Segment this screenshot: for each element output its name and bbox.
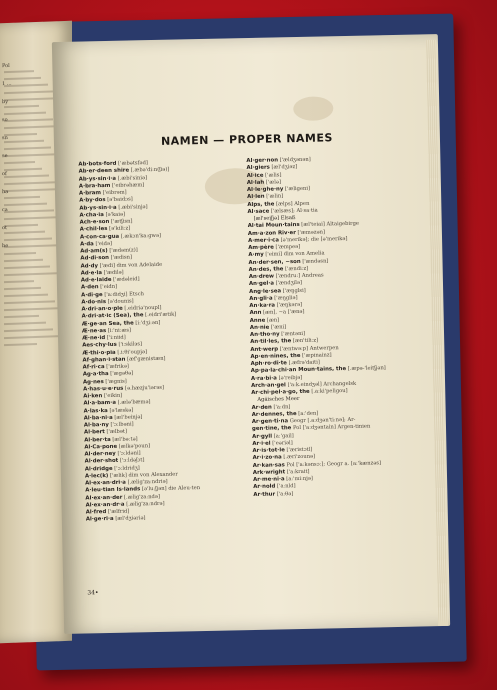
left-page-text-fragment: by — [2, 98, 9, 106]
entry-pronunciation: ['iːskilэs] — [118, 341, 143, 349]
entry-pronunciation: [ə'merikə]; die [ə'merikə] — [280, 235, 348, 244]
entry-headword: An·gel·a — [248, 280, 275, 288]
left-page-line — [4, 307, 62, 311]
entry-pronunciation: ['ɔːldəʃɔt] — [119, 457, 145, 465]
entry-pronunciation: ['æŋglsi] — [282, 287, 306, 294]
entry-pronunciation: [æn'tiliːz] — [292, 337, 319, 345]
entry-pronunciation: [.aːki'peligou] — [311, 387, 348, 395]
entry-headword: Ag·nes — [82, 378, 104, 386]
left-page-text-fragment: ot — [2, 225, 8, 232]
entry-pronunciation: ['æni] — [270, 324, 287, 331]
entry-headword: Ang·le·sea — [249, 287, 282, 295]
entry-headword: A·bra·ham — [78, 182, 111, 190]
entry-pronunciation: [.ælig'zaːndriə] — [127, 478, 168, 486]
entry-pronunciation: ['æpinainz] — [302, 352, 332, 359]
entry-pronunciation: ['æntəni] — [281, 330, 306, 338]
entry-pronunciation: ['æfrikə] — [106, 363, 129, 371]
entry-pronunciation: [.ælig'zaːndrə] — [126, 500, 165, 508]
page-number: 34• — [87, 589, 99, 597]
entry-pronunciation: ['aːk.eindʒəl] Archangelsk — [287, 380, 357, 388]
entry-headword: Ab·er·deen shire — [78, 167, 130, 175]
entry-headword: Al·fred — [85, 509, 107, 516]
entry-headword: An·gli·a — [249, 295, 273, 302]
entry-headword: A·leu·tian Is·lands — [85, 486, 141, 494]
entry-pronunciation: ['eidn] — [100, 284, 118, 291]
entry-headword: Ad·dy — [80, 262, 99, 270]
entry-pronunciation: ['ælbət] — [106, 428, 128, 436]
entry-pronunciation: ['ædəleid] — [113, 276, 140, 283]
entry-pronunciation: [ə'luːʃjən] die Aleu-ten — [141, 485, 201, 493]
entry-headword: Al·dridge — [84, 465, 113, 473]
entry-continuation: Ägäisches Meer — [257, 396, 300, 404]
entry-pronunciation: [ə'kaiə] — [105, 211, 126, 218]
entry-headword: Al·ba·ny — [83, 421, 109, 429]
entry-pronunciation: [.æfrə'daiti] — [288, 359, 320, 367]
entry-headword: Ar·me·ni·a — [252, 476, 285, 483]
entry-headword: Al·ba·ni·a — [83, 414, 113, 422]
left-page-text-fragment: se — [2, 152, 8, 160]
entry-headword: Ai·ken — [83, 393, 103, 400]
entry-headword: Al·Ca·pone — [84, 443, 118, 451]
entry-headword: Al·ice — [246, 172, 264, 179]
entry-pronunciation: ['ælfrid] — [107, 508, 130, 516]
entry-pronunciation: [æn], ~a ['ænə] — [263, 309, 305, 316]
entry-pronunciation: [ælps] Alpen — [275, 200, 310, 207]
left-page-line — [4, 335, 60, 339]
entry-headword: Ar·thur — [253, 491, 276, 498]
entry-pronunciation: [æl'bəːtə] — [112, 435, 138, 443]
entry-headword: A·las·ka — [83, 407, 108, 415]
entry-pronunciation: ['ælik] dim von Alexander — [109, 471, 178, 479]
entry-headword: A·con·ca·gua — [79, 233, 120, 241]
entry-headword: Ap·pa·la·chi·an Moun·tains, the — [250, 366, 347, 375]
entry-headword: Al·tai Moun·tains — [247, 222, 300, 230]
left-page-text-fragment: sn — [2, 134, 8, 142]
left-page-text-fragment: Pol — [2, 62, 10, 70]
entry-pronunciation: ['æligeni] — [284, 185, 311, 193]
left-page-line — [4, 181, 56, 185]
entry-pronunciation: ['ændʒilə] — [275, 280, 303, 287]
left-page-line — [4, 315, 39, 318]
entry-pronunciation: ['ætʃisn] — [110, 218, 133, 225]
entry-headword: Am·a·zon Riv·er — [247, 229, 296, 237]
entry-headword: An·des, the — [248, 266, 284, 273]
entry-pronunciation: ['ædisn] — [110, 254, 133, 262]
entry-pronunciation: ['aːθə] — [276, 490, 294, 497]
entry-headword: An·nie — [249, 324, 270, 331]
entry-pronunciation: ['ɔːldəni] — [117, 450, 141, 457]
entry-pronunciation: [.eidriə'noupl] — [124, 304, 162, 312]
left-page-text-fragment: of — [2, 171, 7, 178]
entry-pronunciation: [.ælig'zaːndə] — [123, 493, 161, 501]
entry-pronunciation: ['ændiːz] — [285, 265, 309, 273]
entry-pronunciation: [æl'dʒiəriə] — [115, 515, 146, 523]
entry-headword: Ar·nold — [253, 483, 276, 491]
entry-pronunciation: [ə'læskə] — [109, 406, 134, 414]
entry-headword: Al·lah — [246, 179, 265, 186]
entry-pronunciation: ['aːdidʒi] Etsch — [104, 290, 144, 298]
entry-pronunciation: ['eibrəm] — [102, 189, 127, 197]
left-page-line — [4, 146, 51, 150]
entry-pronunciation: ['æŋgliə] — [274, 294, 298, 302]
entries-column-right — [246, 155, 413, 499]
entry-headword: Al·ex·an·der — [85, 494, 123, 502]
entry-pronunciation: [.æbi'siniə] — [117, 174, 148, 182]
entry-pronunciation: ['æbətsfəd] — [118, 160, 148, 167]
entry-headword: Ann — [249, 310, 262, 317]
entry-headword: A·da — [80, 241, 94, 248]
entry-pronunciation: ['ædilə] — [103, 269, 124, 276]
entry-pronunciation: ['ædəm(z)] — [109, 247, 138, 254]
entry-headword: Ar·i·el — [252, 440, 271, 447]
entry-headword: A·dri·an·o·ple — [81, 305, 123, 313]
entry-pronunciation: ['ælsæs]; Al·sa·tia — [270, 207, 318, 215]
entry-pronunciation: ['ælis] — [265, 171, 282, 179]
entry-headword: Ab·ys·sin·i·a — [78, 175, 117, 183]
left-page-text-fragment: ha — [2, 188, 9, 196]
entry-headword: Æ·ge·an Sea, the — [81, 319, 134, 328]
entry-pronunciation: [.ækɔn'kaːgwə] — [120, 232, 162, 240]
entry-headword: Aes·chy·lus — [82, 342, 117, 349]
entry-pronunciation: [iː'niːæs] — [107, 327, 132, 334]
entry-headword: A·dri·at·ic (Sea), the — [81, 312, 144, 320]
entry-pronunciation: ['æristɔtl] — [286, 446, 313, 454]
entries-column-left — [78, 158, 246, 524]
left-page-text-fragment: so — [2, 116, 8, 124]
entry-headword: Al·ge·ri·a — [85, 516, 114, 523]
entry-continuation: [æl'seiʃjə] Elsaß — [253, 215, 296, 222]
entry-pronunciation: [ælkə'poun] — [118, 442, 151, 450]
entry-headword: Anne — [249, 317, 266, 324]
entry-headword: Af·ghan·i·stan — [82, 356, 126, 364]
left-page-line — [4, 216, 61, 220]
entry-headword: Al·ger·non — [246, 157, 279, 165]
entry-headword: Al·der·shot — [84, 458, 119, 465]
entry-pronunciation: [ə.hæzju'iərəs] — [124, 384, 165, 392]
entry-pronunciation: [æl'dʒiəz] — [271, 164, 298, 171]
entry-pronunciation: ['ændruː] Andreas — [275, 272, 324, 280]
left-page-line — [4, 294, 48, 298]
entry-headword: Al·giers — [246, 164, 270, 172]
entry-pronunciation: [ə'dounis] — [107, 298, 134, 305]
entry-headword: A·do·nis — [81, 298, 107, 306]
left-page-line — [4, 70, 34, 73]
left-page-line — [4, 175, 49, 179]
entry-pronunciation: ['ægəθə] — [110, 370, 134, 378]
left-page-line — [4, 287, 41, 290]
page-title: NAMEN — PROPER NAMES — [160, 131, 333, 148]
entry-headword: Ad·e·la — [80, 269, 103, 277]
entry-headword: Am·père — [248, 244, 274, 252]
right-page — [52, 34, 450, 634]
entry-pronunciation: [aː'miːnjə] — [286, 475, 314, 483]
entry-headword: Ar·kan·sas — [252, 461, 285, 469]
left-page-line — [4, 105, 39, 108]
entry-headword: Ar·dennes, the — [251, 410, 297, 418]
left-page-text-fragment: ca — [2, 206, 8, 214]
entry-pronunciation: ['aːdn] — [273, 403, 291, 411]
entry-headword: Al·bert — [83, 429, 105, 436]
entry-headword: A·den — [80, 284, 99, 291]
entry-headword: Al·ber·ta — [84, 436, 111, 444]
entry-headword: Ant·werp — [250, 345, 279, 353]
entry-headword: Arch·an·gel — [251, 382, 286, 389]
entry-pronunciation: ['eibrəhæm] — [111, 181, 145, 189]
left-page-line — [4, 231, 45, 234]
entry-pronunciation: [æl'beinjə] — [114, 414, 143, 421]
entry-pronunciation: [.æbi'sinjə] — [118, 203, 148, 211]
entry-pronunciation: [ə'reibjə] — [278, 374, 303, 381]
left-page-line — [4, 259, 43, 262]
left-page-text-fragment: 1 ... — [2, 80, 12, 88]
entry-headword: An·tho·ny — [249, 331, 280, 339]
left-page-line — [4, 161, 35, 164]
entry-pronunciation: [.ælə'bæmə] — [117, 399, 151, 407]
entry-pronunciation: ['ɔːldridʒ] — [114, 464, 140, 472]
left-page-line — [4, 90, 55, 94]
entry-pronunciation: [.eidri'ætik] — [145, 311, 177, 319]
entry-headword: Æ·ne·id — [81, 335, 106, 342]
entry-pronunciation: ['eimi] dim von Amelia — [265, 250, 325, 258]
entry-pronunciation: [.æri'zounə] — [283, 453, 316, 461]
entry-pronunciation: [.æpə-'leitʃjən] — [347, 365, 386, 373]
entry-headword: Ab·ys·sin·i·a — [79, 204, 117, 212]
entry-headword: Al·der·ney — [84, 450, 116, 458]
entry-headword: Ar·i·zo·na — [252, 454, 282, 462]
entry-headword: An·drew — [248, 273, 275, 281]
entry-pronunciation: ['æməzən] — [297, 228, 326, 236]
entry-headword: Æ·ne·as — [81, 327, 107, 335]
entry-headword: Ab·bots·ford — [78, 160, 117, 168]
entry-pronunciation: ['æŋkərə] — [276, 301, 303, 309]
entry-pronunciation: ['ædi] dim von Adelaide — [99, 261, 163, 269]
left-page-line — [4, 252, 36, 255]
entry-headword: Af·ri·ca — [82, 364, 105, 371]
entry-headword: Ap·en·nines, the — [250, 352, 301, 360]
entry-headword: Al·ex·an·dr·a — [85, 501, 125, 509]
entry-pronunciation: ['ældʒənən] — [279, 156, 311, 164]
entry-headword: A·mer·i·ca — [247, 237, 280, 244]
entry-headword: Alps, the — [247, 200, 275, 208]
left-page-line — [4, 140, 44, 143]
entry-headword: Ad·di·son — [80, 255, 110, 262]
entry-pronunciation: ['aːnld] — [276, 483, 296, 490]
entry-headword: A·my — [248, 251, 264, 259]
entry-headword: Al·ex·an·dri·a — [85, 479, 126, 487]
left-page-text-fragment: be — [2, 242, 9, 250]
left-page-line — [4, 196, 40, 199]
left-page-line — [4, 112, 46, 115]
entry-headword: Al·len — [247, 193, 265, 201]
left-page-line — [4, 322, 46, 325]
entry-headword: Ach·e·son — [79, 218, 110, 226]
entry-pronunciation: ['ælin] — [266, 193, 284, 200]
entry-headword: A·chil·les — [79, 226, 108, 233]
entry-headword: Ar·gen·ti·na — [251, 418, 289, 426]
entry-pronunciation: [æf'gænistæn] — [127, 355, 166, 363]
entry-pronunciation: Geogr [.aːdʒən'tiːnə]; Ar- — [289, 416, 356, 425]
left-page-line — [4, 125, 60, 129]
entry-headword: A·bram — [78, 190, 102, 197]
entry-pronunciation: [aː'den] — [298, 410, 319, 417]
entry-headword: Ad·am(s) — [80, 247, 108, 255]
left-page-line — [4, 300, 55, 304]
page-stain — [293, 96, 333, 121]
entry-pronunciation: [ə'baidɔs] — [107, 196, 133, 204]
entry-headword: Ar·den — [251, 404, 272, 411]
entry-pronunciation: ['eəriəl] — [272, 439, 293, 447]
entry-pronunciation: [aː'gail] — [273, 432, 294, 440]
entry-headword: Al·le·ghe·ny — [246, 186, 284, 194]
entry-pronunciation: ['æntwəːp] Antwerpen — [279, 344, 339, 352]
entry-pronunciation: ['eidə] — [95, 240, 113, 247]
entry-headword: An·til·les, the — [250, 338, 292, 346]
entry-pronunciation: ['iːniid] — [106, 334, 126, 342]
entry-headword: A·cha·ia — [79, 211, 104, 219]
left-page-line — [4, 266, 50, 270]
entry-pronunciation: [.iːθi'oupjə] — [117, 348, 148, 356]
left-page-line — [4, 343, 37, 346]
entry-headword: A·by·dos — [79, 197, 106, 204]
entry-headword: A·has·u·e·rus — [83, 385, 124, 393]
left-page-line — [4, 272, 57, 276]
entry-headword: Ark·wright — [252, 469, 286, 476]
entry-headword: Ad·e·laide — [80, 276, 112, 284]
entry-pronunciation: ['æmpeə] — [275, 243, 301, 251]
entry-pronunciation: ['ælə] — [265, 179, 282, 186]
entry-pronunciation: [æn] — [266, 316, 280, 324]
entry-headword: Ar·is·tot·le — [252, 447, 285, 454]
entry-pronunciation: [iː'dʒiːən] — [135, 319, 161, 326]
entry-headword: An·ka·ra — [249, 302, 276, 310]
entry-pronunciation: [.æbə'diːn(ʃiə)] — [130, 166, 170, 174]
entry-pronunciation: ['eikin] — [103, 392, 123, 400]
left-page-line — [4, 237, 52, 241]
entry-pronunciation: ['aːkrait] — [286, 468, 310, 476]
entry-headword: An·der·sen, ~son — [248, 258, 301, 266]
entry-headword: A·di·ge — [81, 291, 103, 299]
entry-headword: gen·tine, the — [251, 425, 292, 433]
entry-headword: Aph·ro·di·te — [250, 360, 288, 368]
entry-headword: A·lec(k) — [84, 472, 109, 480]
left-page-line — [4, 280, 34, 283]
entry-pronunciation: Pol ['aːdʒəntain] Argen-tinien — [292, 423, 371, 432]
entry-headword: Al·sace — [247, 208, 270, 215]
entry-pronunciation: ['ɔːlbəni] — [110, 421, 134, 428]
entry-pronunciation: Pol ['aːkənsɔː]; Geogr a. [aː'kænzəs] — [286, 459, 382, 468]
entry-pronunciation: [æl'teiai] Altaigebirge — [301, 220, 360, 229]
entry-pronunciation: ['ændəsn] — [302, 257, 329, 265]
entry-pronunciation: [ə'kiliːz] — [109, 225, 131, 233]
entry-headword: A·ra·bi·a — [250, 374, 277, 382]
entry-headword: Al·a·bam·a — [83, 400, 117, 407]
entry-pronunciation: ['ægnis] — [105, 378, 127, 385]
entry-headword: Æ·thi·o·pia — [82, 349, 116, 357]
entry-headword: Ar·gyll — [252, 433, 273, 440]
left-page-line — [4, 328, 53, 332]
entry-headword: Ar·chi·pel·a·go, the — [251, 388, 310, 397]
entry-headword: Ag·a·tha — [82, 371, 109, 378]
